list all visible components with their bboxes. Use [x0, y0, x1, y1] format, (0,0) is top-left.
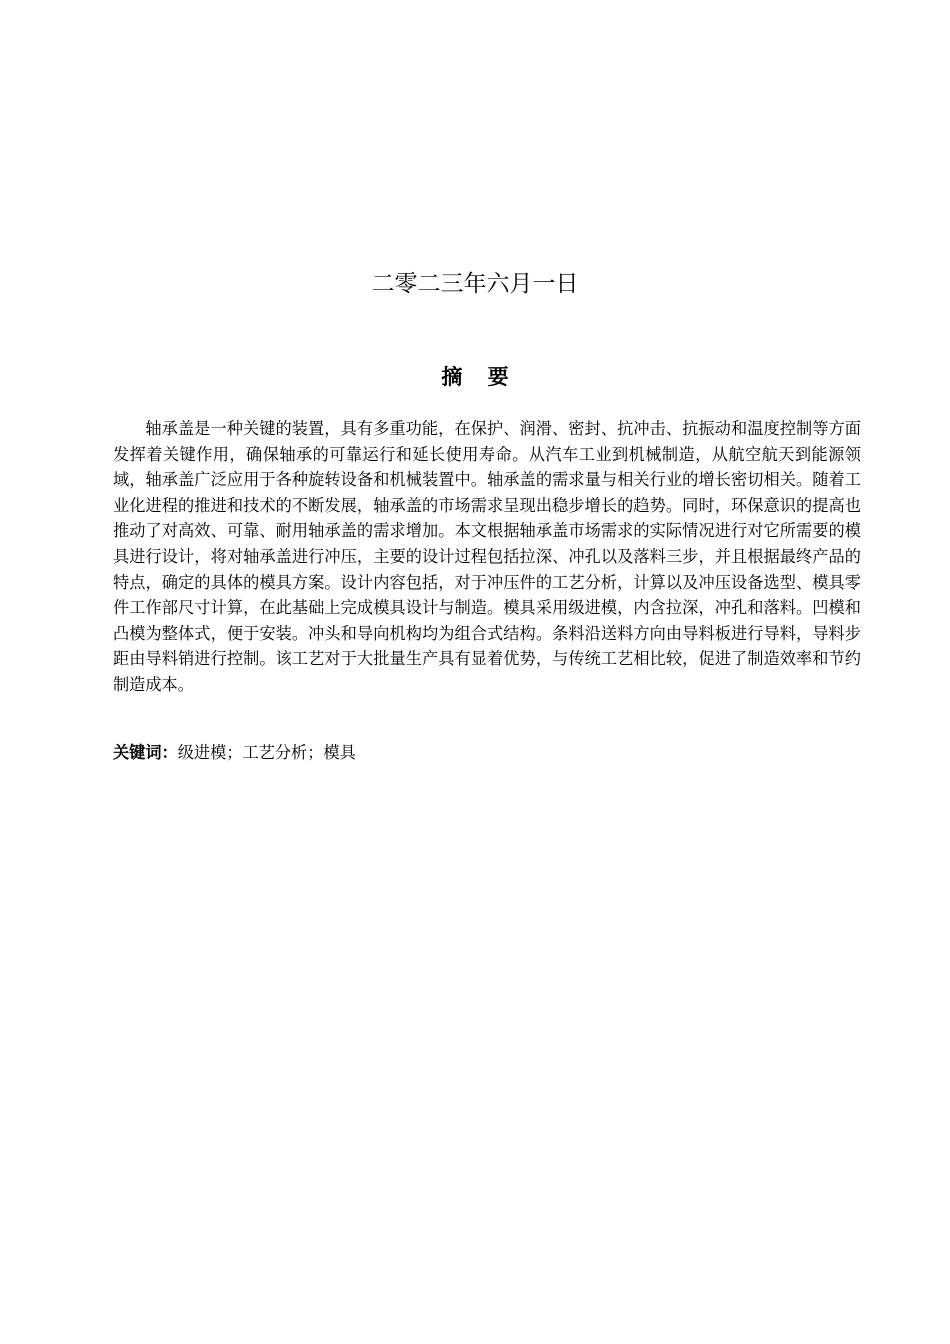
keywords-label: 关键词：	[113, 743, 178, 762]
keywords-line	[113, 740, 861, 766]
abstract-heading: 摘 要	[441, 365, 509, 389]
abstract-body: 轴承盖是一种关键的装置，具有多重功能，在保护、润滑、密封、抗冲击、抗振动和温度控制等方面发挥着关键作用，确保轴承的可靠运行和延长使用寿命。从汽车工业到机械制造，从航空航天到能源领域，轴承盖广泛应用于各种旋转设备和机械装置中。轴承盖的需求量与相关行业的增长密切相关。随着工业化进程的推进和技术的不断发展，轴承盖的市场需求呈现出稳步增长的趋势。同时，环保意识的提高也推动了对高效、可靠、耐用轴承盖的需求增加。本文根据轴承盖市场需求的实际情况进行对它所需要的模具进行设计，将对轴承盖进行冲压，主要的设计过程包括拉深、冲孔以及落料三步，并且根据最终产品的特点，确定的具体的模具方案。设计内容包括，对于冲压件的工艺分析，计算以及冲压设备选型、模具零件工作部尺寸计算，在此基础上完成模具设计与制造。模具采用级进模，内含拉深，冲孔和落料。凹模和凸模为整体式，便于安装。冲头和导向机构均为组合式结构。条料沿送料方向由导料板进行导料，导料步距由导料销进行控制。该工艺对于大批量生产具有显着优势，与传统工艺相比较，促进了制造效率和节约制造成本。	[113, 419, 861, 694]
keywords-value: 级进模；工艺分析；模具	[177, 743, 356, 762]
date-line: 二零二三年六月一日	[371, 271, 579, 297]
